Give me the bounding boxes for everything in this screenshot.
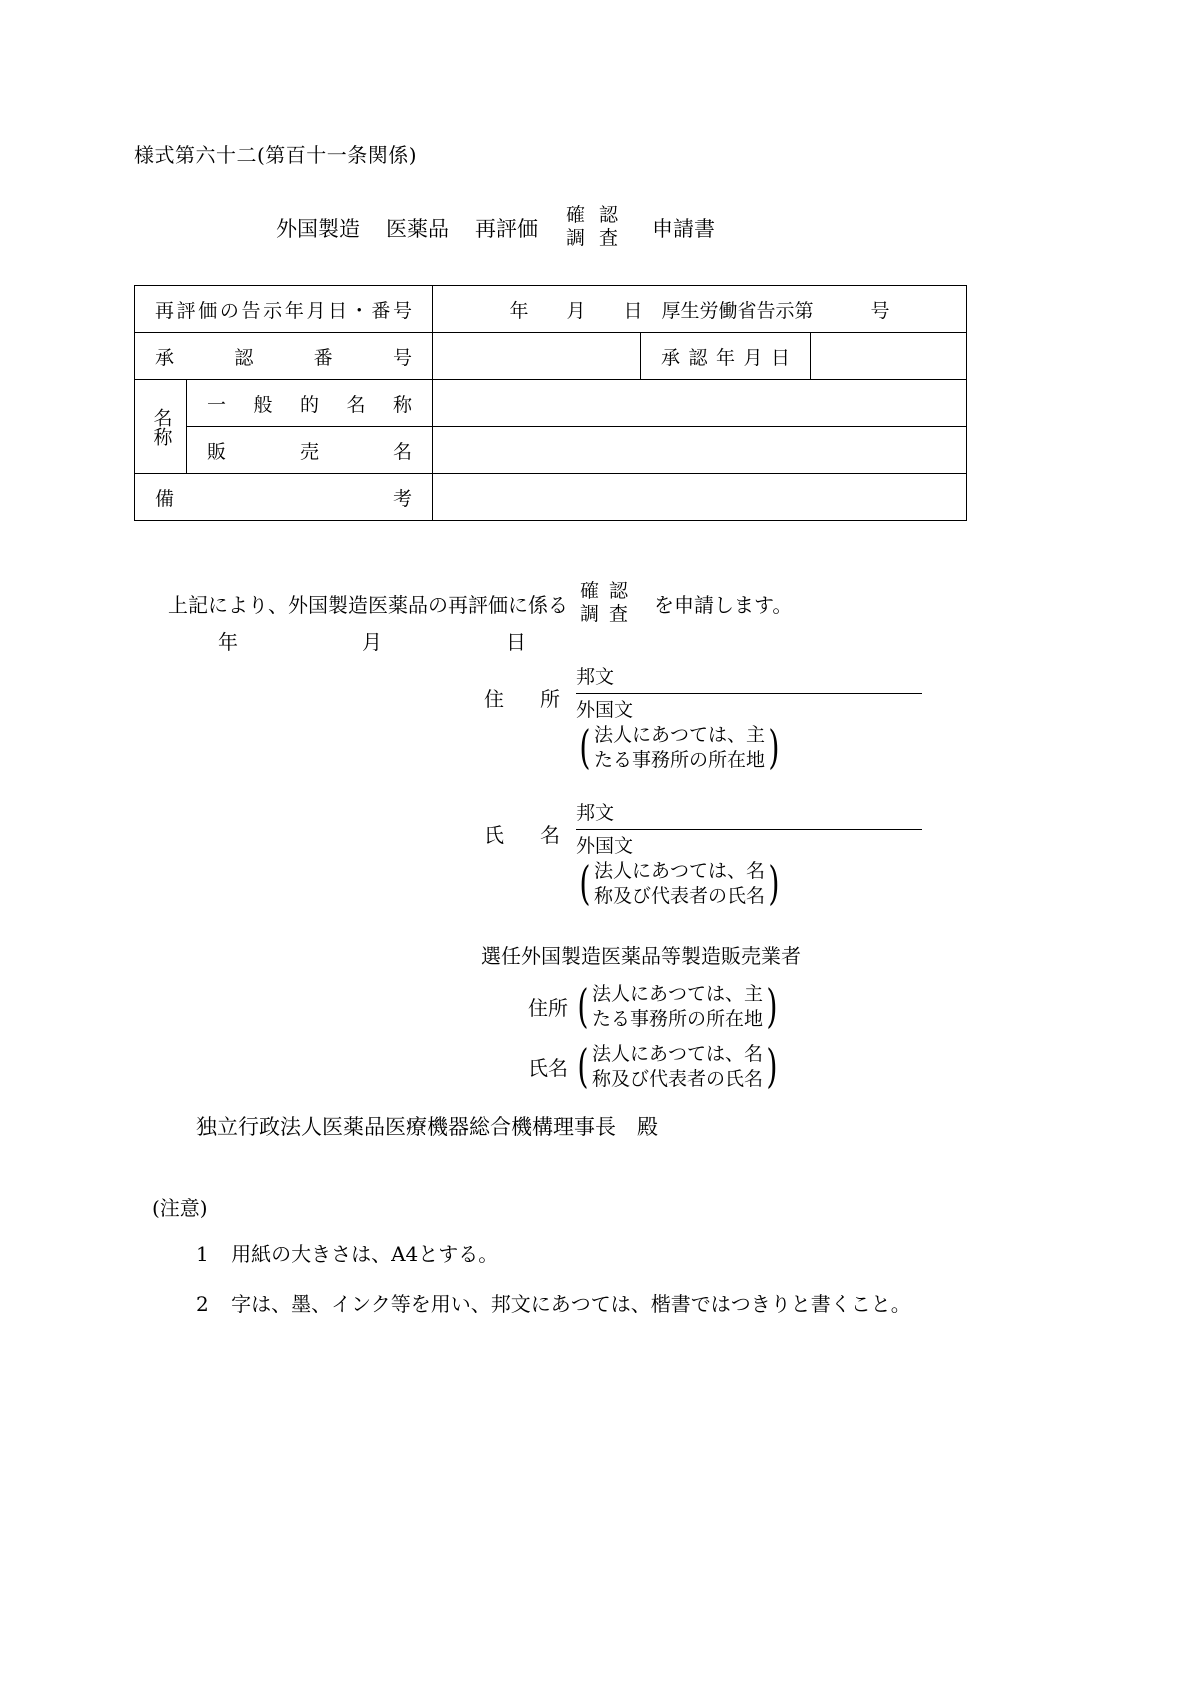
notes-heading: (注意) [152, 1196, 208, 1220]
application-date-line[interactable]: 年 月 日 [218, 630, 554, 654]
application-sentence-prefix: 上記により、外国製造医薬品の再評価に係る [168, 593, 568, 618]
applicant-address-note-line2: たる事務所の所在地 [593, 748, 765, 771]
note-2-text: 字は、墨、インク等を用い、邦文にあつては、楷書ではつきりと書くこと。 [231, 1292, 911, 1316]
application-stack-confirm: 確認 [580, 580, 639, 602]
title-part-foreign-manufacture: 外国製造 [276, 216, 360, 241]
applicant-name-note-line1: 法人にあつては、名 [593, 860, 765, 883]
table-row-approval-number [135, 333, 967, 380]
applicant-address-label: 住所 [484, 687, 560, 711]
form-number-header: 様式第六十二(第百十一条関係) [134, 143, 418, 167]
cell-label-generic-name: 一般的名称 [187, 380, 433, 427]
title-stack-confirm: 確認 [566, 204, 633, 226]
applicant-name-body [576, 801, 922, 909]
cell-value-approval-date[interactable] [811, 333, 967, 380]
addressee-line: 独立行政法人医薬品医療機器総合機構理事長 殿 [196, 1115, 658, 1139]
applicant-address-note [576, 720, 922, 775]
cell-value-approval-number[interactable] [433, 333, 641, 380]
agent-address-note[interactable] [574, 978, 781, 1033]
note-1-number: 1 [196, 1242, 209, 1266]
agent-address-note-line2: たる事務所の所在地 [591, 1007, 763, 1030]
table-row-notice-date [135, 286, 967, 333]
application-stacked-choice [578, 581, 638, 624]
brace-close-icon: ) [766, 978, 778, 1033]
cell-value-remarks[interactable] [433, 474, 967, 521]
agent-address-label: 住所 [528, 996, 568, 1021]
agent-name-note[interactable] [574, 1038, 781, 1093]
note-1-text: 用紙の大きさは、A4とする。 [231, 1242, 499, 1266]
applicant-address-japanese-input[interactable]: 邦文 [576, 665, 922, 694]
brace-close-icon: ) [768, 720, 780, 775]
brace-open-icon: ( [579, 720, 591, 775]
brace-close-icon: ) [766, 1038, 778, 1093]
applicant-name-note [576, 856, 922, 911]
form-table [134, 285, 967, 521]
brace-open-icon: ( [579, 856, 591, 911]
agent-name-label: 氏名 [528, 1056, 568, 1081]
cell-label-approval-date: 承認年月日 [641, 333, 811, 380]
note-2-number: 2 [196, 1292, 209, 1316]
title-part-application: 申請書 [652, 216, 716, 241]
cell-label-name-group: 名称 [135, 380, 187, 474]
applicant-name-label: 氏名 [484, 823, 560, 847]
cell-value-generic-name[interactable] [433, 380, 967, 427]
cell-label-notice-date: 再評価の告示年月日・番号 [135, 286, 433, 333]
table-row-remarks [135, 474, 967, 521]
title-stack-investigate: 調査 [566, 226, 633, 249]
document-title [276, 206, 715, 249]
cell-label-remarks: 備考 [135, 474, 433, 521]
application-sentence-suffix: を申請します。 [654, 593, 793, 618]
applicant-name-note-line2: 称及び代表者の氏名 [593, 884, 765, 907]
agent-address-block [528, 978, 781, 1033]
applicant-address-body [576, 665, 922, 773]
agent-section-title: 選任外国製造医薬品等製造販売業者 [481, 944, 801, 968]
application-stack-investigate: 調査 [580, 602, 639, 625]
title-part-drug: 医薬品 [386, 216, 449, 241]
applicant-name-japanese-input[interactable]: 邦文 [576, 801, 922, 830]
applicant-address-block [484, 665, 922, 773]
note-item-2 [196, 1288, 911, 1317]
application-sentence [168, 582, 792, 625]
table-row-brand-name [135, 427, 967, 474]
agent-name-note-line2: 称及び代表者の氏名 [591, 1067, 763, 1090]
agent-name-block [528, 1038, 781, 1093]
cell-label-approval-number: 承認番号 [135, 333, 433, 380]
applicant-name-block [484, 801, 922, 909]
applicant-name-foreign-label: 外国文 [576, 834, 634, 857]
applicant-address-foreign-label: 外国文 [576, 698, 634, 721]
agent-name-note-line1: 法人にあつては、名 [591, 1043, 763, 1065]
title-stacked-choice [564, 205, 632, 248]
table-row-generic-name [135, 380, 967, 427]
brace-open-icon: ( [577, 978, 589, 1033]
applicant-address-note-line1: 法人にあつては、主 [593, 724, 765, 747]
cell-value-brand-name[interactable] [433, 427, 967, 474]
brace-open-icon: ( [577, 1038, 589, 1093]
cell-value-notice-date[interactable]: 年 月 日 厚生労働省告示第 号 [433, 286, 967, 333]
brace-close-icon: ) [768, 856, 780, 911]
note-item-1 [196, 1238, 498, 1267]
agent-address-note-line1: 法人にあつては、主 [591, 983, 763, 1005]
title-part-reevaluation: 再評価 [475, 216, 538, 241]
cell-label-brand-name: 販売名 [187, 427, 433, 474]
